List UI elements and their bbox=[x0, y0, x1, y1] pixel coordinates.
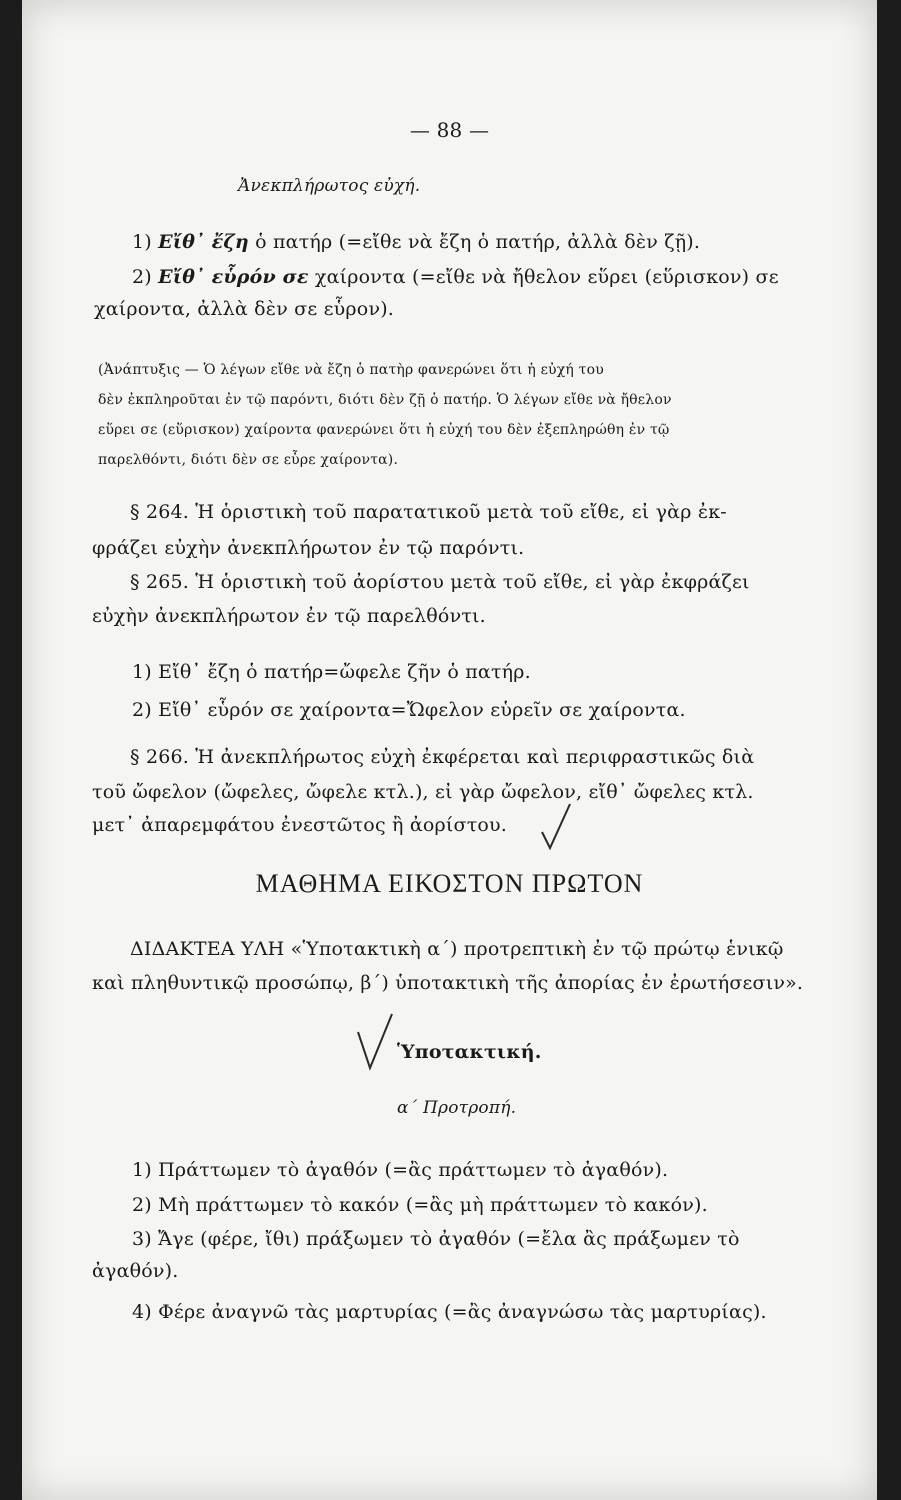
development-line: εὕρει σε (εὕρισκον) χαίροντα φανερώνει ὅτι ἡ εὐχή του δὲν ἐξεπληρώθη ἐν τῷ bbox=[98, 422, 670, 438]
example-list-item: ἀγαθόν). bbox=[92, 1260, 179, 1282]
example-2-cont: χαίροντα, ἀλλὰ δὲν σε εὗρον). bbox=[94, 298, 395, 320]
example-1 bbox=[132, 230, 700, 254]
lesson-title: ΜΑΘΗΜΑ ΕΙΚΟΣΤΟΝ ΠΡΩΤΟΝ bbox=[255, 869, 644, 898]
paragraph-264: § 264. Ἡ ὁριστικὴ τοῦ παρατατικοῦ μετὰ τοῦ εἴθε, εἰ γὰρ ἐκ- bbox=[130, 501, 727, 523]
example-list-item: 1) Πράττωμεν τὸ ἀγαθόν (=ἂς πράττωμεν τὸ ἀγαθόν). bbox=[132, 1159, 669, 1181]
example-list-item: 2) Μὴ πράττωμεν τὸ κακόν (=ἂς μὴ πράττωμεν τὸ κακόν). bbox=[132, 1194, 708, 1216]
example-4: 2) Εἴθ᾿ εὗρόν σε χαίροντα=Ὤφελον εὑρεῖν σε χαίροντα. bbox=[132, 699, 686, 721]
paragraph-266: § 266. Ἡ ἀνεκπλήρωτος εὐχὴ ἐκφέρεται καὶ περιφραστικῶς διὰ bbox=[130, 746, 755, 768]
subjunctive-heading: Ὑποτακτική. bbox=[397, 1041, 542, 1063]
example-3: 1) Εἴθ᾿ ἔζη ὁ πατήρ=ὤφελε ζῆν ὁ πατήρ. bbox=[132, 661, 531, 683]
book-page bbox=[22, 0, 877, 1500]
development-line: παρελθόντι, διότι δὲν σε εὗρε χαίροντα). bbox=[98, 452, 399, 468]
example-1-greek: Εἴθ᾿ ἔζη bbox=[158, 231, 249, 253]
example-list-item: 4) Φέρε ἀναγνῶ τὰς μαρτυρίας (=ἂς ἀναγνώσω τὰς μαρτυρίας). bbox=[132, 1301, 767, 1323]
handwritten-check-mark bbox=[540, 802, 572, 852]
page-number: — 88 — bbox=[409, 118, 490, 142]
example-1-rest: ὁ πατήρ (=εἴθε νὰ ἔζη ὁ πατήρ, ἀλλὰ δὲν ζῇ). bbox=[255, 231, 701, 253]
paragraph-265: § 265. Ἡ ὁριστικὴ τοῦ ἀορίστου μετὰ τοῦ εἴθε, εἰ γὰρ ἐκφράζει bbox=[130, 571, 750, 593]
section-heading: Ἀνεκπλήρωτος εὐχή. bbox=[238, 176, 421, 196]
exhortation-heading: α΄ Προτροπή. bbox=[397, 1098, 517, 1118]
example-2-rest: χαίροντα (=εἴθε νὰ ἤθελον εὕρει (εὕρισκον) σε bbox=[314, 266, 779, 288]
handwritten-check-mark bbox=[356, 1012, 396, 1072]
paragraph-266: τοῦ ὤφελον (ὤφελες, ὤφελε κτλ.), εἰ γὰρ ὤφελον, εἴθ᾿ ὤφελες κτλ. bbox=[92, 781, 754, 803]
example-2 bbox=[132, 265, 779, 289]
example-list-item: 3) Ἄγε (φέρε, ἴθι) πράξωμεν τὸ ἀγαθόν (=ἔλα ἂς πράξωμεν τὸ bbox=[132, 1228, 740, 1250]
teaching-material: καὶ πληθυντικῷ προσώπῳ, β΄) ὑποτακτικὴ τῆς ἀπορίας ἐν ἐρωτήσεσιν». bbox=[92, 972, 804, 994]
example-2-greek: Εἴθ᾿ εὗρόν σε bbox=[158, 266, 309, 288]
paragraph-266: μετ᾿ ἀπαρεμφάτου ἐνεστῶτος ἢ ἀορίστου. bbox=[92, 814, 508, 836]
development-line: δὲν ἐκπληροῦται ἐν τῷ παρόντι, διότι δὲν ζῇ ὁ πατήρ. Ὁ λέγων εἴθε νὰ ἤθελον bbox=[98, 392, 672, 408]
paragraph-264: φράζει εὐχὴν ἀνεκπλήρωτον ἐν τῷ παρόντι. bbox=[92, 537, 525, 559]
teaching-material: ΔΙΔΑΚΤΕΑ ΥΛΗ «Ὑποτακτικὴ α΄) προτρεπτικὴ ἐν τῷ πρώτῳ ἑνικῷ bbox=[130, 938, 784, 960]
paragraph-265: εὐχὴν ἀνεκπλήρωτον ἐν τῷ παρελθόντι. bbox=[92, 605, 486, 627]
example-2-label: 2) bbox=[132, 266, 152, 288]
example-1-label: 1) bbox=[132, 231, 152, 253]
development-line: (Ἀνάπτυξις — Ὁ λέγων εἴθε νὰ ἔζη ὁ πατὴρ φανερώνει ὅτι ἡ εὐχή του bbox=[98, 362, 604, 378]
